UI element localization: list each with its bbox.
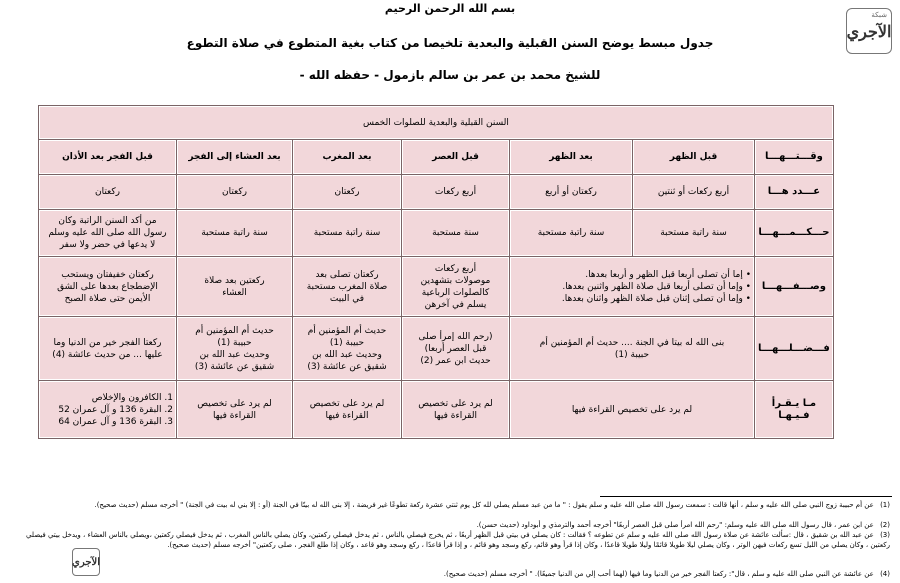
header-after-maghrib: بعد المغرب [293,140,402,175]
site-logo-small [72,548,100,576]
row-label-count: عـــدد هـــا [755,175,834,210]
footnote-number: (2) [880,521,890,529]
header-before-dhuhr: قبل الظهر [633,140,755,175]
footnote-number: (3) [880,531,890,539]
count-before-dhuhr: أربع ركعات أو ثنتين [633,175,755,210]
footnote-text: عن أم حبيبة زوج النبي صلى الله عليه و سلم ، أنها قالت : سمعت رسول الله صلى الله عليه و سلم يقول : " ما من عبد مسلم يصلي لله كل يوم ثنتي عشرة ركعة تطوعًا غير فريضة ، إلا بنى الله له بيتًا في الجنة (أو : إلا بني له بيت في الجنة) " أخرجه مسلم (حديث صحيح). [94,501,874,509]
description-dhuhr: • إما أن تصلى أربعا قبل الظهر و أربعا بعدها. • وإما أن تصلى أربعا قبل صلاة الظهر واثنين بعدها. • وإما أن تصلى إثنان قبل صلاة الظهر واثنان بعدها. [510,257,755,317]
footnote-4 [14,569,890,579]
virtue-before-fajr: ركعتا الفجر خير من الدنيا وما عليها ... من حديث عائشة (4) [39,317,177,381]
reading-dhuhr: لم يرد على تخصيص القراءة فيها [510,381,755,439]
ruling-after-dhuhr: سنة راتبة مستحبة [510,210,633,257]
reading-after-isha: لم يرد على تخصيص القراءة فيها [177,381,293,439]
virtue-before-asr: (رحم الله إمرأ صلى قبل العصر أربعا) حديث ابن عمر (2) [402,317,510,381]
reading-before-fajr: 1. الكافرون والإخلاص 2. البقرة 136 و آل عمران 52 3. البقرة 136 و آل عمران 64 [39,381,177,439]
header-after-isha: بعد العشاء إلى الفجر [177,140,293,175]
ruling-after-maghrib: سنة راتبة مستحبة [293,210,402,257]
count-before-fajr: ركعتان [39,175,177,210]
ruling-before-asr: سنة مستحبة [402,210,510,257]
description-after-isha: ركعتين بعد صلاة العشاء [177,257,293,317]
row-label-ruling: حـــكـــمـــهـــا [755,210,834,257]
header-after-dhuhr: بعد الظهر [510,140,633,175]
logo-text: الآجري [72,556,101,568]
ruling-before-fajr: من أكد السنن الراتبة وكان رسول الله صلى الله عليه وسلم لا يدعها في حضر ولا سفر [39,210,177,257]
footnote-text: عن عبد الله بن شقيق ، قال :سألت عائشة عن صلاة رسول الله صلى الله عليه و سلم عن تطوعه ؟ فقالت : كان يصلي في بيتي قبل الظهر أربعًا ، ثم يخرج فيصلي بالناس ، ثم يدخل فيصلي ركعتين، وكان يصلي بالناس المغرب ، ثم يدخل فيصلي ركعتين ،ويصلي بالناس العشاء ، ويدخل بيتي فيصلي ركعتين ، وكان يصلي من الليل تسع ركعات فيهن الوتر ، وكان يصلي ليلا طويلا قائمًا وليلا طويلا قاعدًا ، وكان إذا قرأ وهو قائم، ركع وسجد وهو قائم ، و إذا قرأ قاعدًا ، ركع وسجد وهو قاعد ، وكان إذا طلع الفجر ، صلى ركعتين" أخرجه مسلم (حديث صحيح). [26,531,890,549]
virtue-after-isha: حديث أم المؤمنين أم حبيبة (1) وحديث عبد الله بن شقيق عن عائشة (3) [177,317,293,381]
header-before-asr: قبل العصر [402,140,510,175]
row-label-description: وصـــفـــهـــا [755,257,834,317]
footnote-number: (1) [880,501,890,509]
count-after-dhuhr: ركعتان أو أربع [510,175,633,210]
footnote-text: عن ابن عمر ، قال رسول الله صلى الله عليه وسلم: "رحم الله امرأ صلى قبل العصر أربعًا" أخرجه أحمد والترمذي و أبوداود (حديث حسن). [476,521,874,529]
row-label-virtue: فـــضـــلـــهـــا [755,317,834,381]
description-before-fajr: ركعتان خفيفتان ويستحب الإضطجاع بعدها على الشق الأيمن حتى صلاة الصبح [39,257,177,317]
sunnah-prayers-table [38,105,834,439]
virtue-dhuhr: بنى الله له بيتا في الجنة .... حديث أم المؤمنين أم حبيبة (1) [510,317,755,381]
header-before-fajr: قبل الفجر بعد الأذان [39,140,177,175]
footnote-2 [14,520,890,530]
table-caption: السنن القبلية والبعدية للصلوات الخمس [39,106,834,140]
count-after-maghrib: ركعتان [293,175,402,210]
count-after-isha: ركعتان [177,175,293,210]
description-after-maghrib: ركعتان تصلى بعد صلاة المغرب مستحبة في البيت [293,257,402,317]
footnote-text: عن عائشة عن النبي صلى الله عليه و سلم ، قال": ركعتا الفجر خير من الدنيا وما فيها (لهما أحب إلي من الدنيا جميعًا). " أخرجه مسلم (حديث صحيح). [443,570,874,578]
footnote-1 [14,500,890,510]
logo-small-text: شبكة [871,11,887,19]
author-line: للشيخ محمد بن عمر بن سالم بازمول - حفظه الله - [299,68,601,82]
ruling-before-dhuhr: سنة راتبة مستحبة [633,210,755,257]
basmala: بسم الله الرحمن الرحيم [384,2,516,15]
count-before-asr: أربع ركعات [402,175,510,210]
description-before-asr: أربع ركعات موصولات بتشهدين كالصلوات الرباعية يسلم في آخرهن [402,257,510,317]
row-label-time: وقـــتـــهـــا [755,140,834,175]
ruling-after-isha: سنة راتبة مستحبة [177,210,293,257]
footnote-3 [14,530,890,550]
document-title: جدول مبسط يوضح السنن القبلية والبعدية تلخيصا من كتاب بغية المتطوع في صلاة التطوع [186,36,714,50]
reading-before-asr: لم يرد على تخصيص القراءة فيها [402,381,510,439]
virtue-after-maghrib: حديث أم المؤمنين أم حبيبة (1) وحديث عبد الله بن شقيق عن عائشة (3) [293,317,402,381]
footnote-number: (4) [880,570,890,578]
footnote-separator [600,496,892,497]
site-logo [846,8,892,54]
logo-text: الآجري [846,21,892,41]
reading-after-maghrib: لم يرد على تخصيص القراءة فيها [293,381,402,439]
row-label-reading: مـا يـقـرأ فـيـهـا [755,381,834,439]
